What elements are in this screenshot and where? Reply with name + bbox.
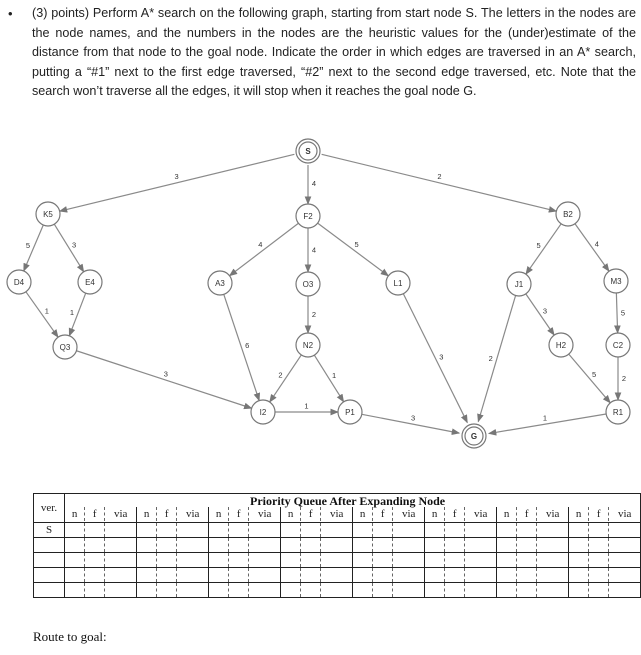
edge-S-B2: [322, 154, 557, 211]
queue-subcell[interactable]: [229, 538, 249, 552]
sub-header-f: f: [373, 507, 393, 521]
edge-weight-F2-A3: 4: [258, 240, 263, 250]
queue-cell: [353, 523, 425, 538]
sub-header-f: f: [445, 507, 465, 521]
edge-Q3-I2: [76, 351, 251, 409]
edge-weight-B2-M3: 4: [594, 239, 599, 249]
queue-subcell[interactable]: [65, 568, 85, 582]
sub-header-n: n: [353, 507, 373, 521]
node-D4: [7, 270, 31, 294]
queue-subcell[interactable]: [569, 538, 589, 552]
node-label-M3: M3: [610, 277, 622, 286]
node-label-P1: P1: [345, 408, 355, 417]
edge-B2-M3: [575, 224, 609, 271]
priority-queue-title: Priority Queue After Expanding Node: [250, 494, 446, 508]
sub-header-group: [353, 507, 425, 523]
node-label-Q3: Q3: [59, 343, 71, 352]
queue-subcell[interactable]: [353, 553, 373, 567]
queue-cell: [65, 538, 137, 553]
queue-cell: [569, 568, 641, 583]
queue-cell: [281, 568, 353, 583]
queue-subcell[interactable]: [497, 538, 517, 552]
queue-cell: [137, 553, 209, 568]
queue-subcell[interactable]: [353, 523, 373, 537]
node-N2: [296, 333, 320, 357]
node-F2: [296, 204, 320, 228]
queue-cell: [209, 538, 281, 553]
node-K5: [36, 202, 60, 226]
queue-subcell[interactable]: [497, 523, 517, 537]
queue-cell: [353, 583, 425, 598]
edge-weight-S-B2: 2: [437, 172, 442, 182]
sub-header-f: f: [157, 507, 177, 521]
edge-weight-D4-Q3: 1: [44, 306, 49, 316]
queue-subcell[interactable]: [373, 583, 393, 597]
queue-subcell[interactable]: [321, 553, 352, 567]
queue-subcell[interactable]: [249, 523, 280, 537]
edge-K5-E4: [54, 224, 83, 272]
queue-subcell[interactable]: [157, 523, 177, 537]
queue-subcell[interactable]: [465, 538, 496, 552]
node-H2: [549, 333, 573, 357]
queue-cell: [497, 583, 569, 598]
queue-subcell[interactable]: [609, 583, 640, 597]
queue-subcell[interactable]: [373, 538, 393, 552]
sub-header-group: [425, 507, 497, 523]
queue-subcell[interactable]: [249, 538, 280, 552]
edge-weight-F2-L1: 5: [354, 240, 359, 250]
queue-subcell[interactable]: [105, 568, 136, 582]
node-label-A3: A3: [215, 279, 225, 288]
sub-header-via: via: [401, 508, 416, 521]
queue-cell: [569, 583, 641, 598]
edge-weight-J1-G: 2: [488, 353, 493, 363]
queue-subcell[interactable]: [157, 568, 177, 582]
table-title-row: [34, 494, 641, 507]
queue-subcell[interactable]: [589, 568, 609, 582]
queue-subcell[interactable]: [425, 553, 445, 567]
queue-subcell[interactable]: [209, 553, 229, 567]
queue-subcell[interactable]: [65, 583, 85, 597]
edge-R1-G: [489, 414, 606, 434]
node-R1: [606, 400, 630, 424]
queue-subcell[interactable]: [445, 523, 465, 537]
queue-subcell[interactable]: [177, 538, 208, 552]
queue-cell: [425, 568, 497, 583]
queue-subcell[interactable]: [465, 568, 496, 582]
queue-cell: [209, 568, 281, 583]
node-label-D4: D4: [13, 278, 25, 287]
queue-subcell[interactable]: [373, 568, 393, 582]
queue-subcell[interactable]: [137, 538, 157, 552]
queue-subcell[interactable]: [589, 553, 609, 567]
node-J1: [507, 272, 531, 296]
edge-weight-R1-G: 1: [542, 413, 548, 423]
queue-subcell[interactable]: [569, 583, 589, 597]
queue-cell: [353, 568, 425, 583]
sub-header-n: n: [281, 507, 301, 521]
node-I2: [251, 400, 275, 424]
node-M3: [604, 269, 628, 293]
queue-subcell[interactable]: [445, 553, 465, 567]
queue-subcell[interactable]: [517, 583, 537, 597]
table-row: [34, 523, 641, 538]
edge-weight-A3-I2: 6: [245, 341, 250, 351]
queue-subcell[interactable]: [281, 538, 301, 552]
queue-subcell[interactable]: [209, 568, 229, 582]
queue-subcell[interactable]: [425, 583, 445, 597]
queue-subcell[interactable]: [517, 523, 537, 537]
queue-subcell[interactable]: [321, 568, 352, 582]
sub-header-group: [137, 507, 209, 523]
edge-weight-E4-Q3: 1: [69, 307, 74, 317]
queue-subcell[interactable]: [353, 583, 373, 597]
queue-cell: [497, 553, 569, 568]
queue-cell: [209, 583, 281, 598]
edge-weight-H2-R1: 5: [591, 370, 597, 380]
edge-S-K5: [60, 154, 295, 211]
sub-header-via: via: [113, 508, 128, 521]
sub-header-n: n: [137, 507, 157, 521]
ver-header: ver.: [34, 494, 65, 523]
queue-subcell[interactable]: [301, 568, 321, 582]
node-label-E4: E4: [85, 278, 95, 287]
queue-subcell[interactable]: [229, 583, 249, 597]
sub-header-f: f: [589, 507, 609, 521]
node-O3: [296, 272, 320, 296]
queue-subcell[interactable]: [65, 523, 85, 537]
edge-weight-S-K5: 3: [174, 172, 179, 182]
edge-weight-F2-O3: 4: [311, 245, 317, 255]
queue-cell: [425, 538, 497, 553]
queue-subcell[interactable]: [301, 553, 321, 567]
edge-F2-L1: [318, 223, 389, 276]
node-label-R1: R1: [612, 408, 624, 417]
queue-subcell[interactable]: [229, 568, 249, 582]
edge-weight-L1-G: 3: [439, 352, 444, 362]
sub-header-via: via: [257, 508, 272, 521]
queue-subcell[interactable]: [465, 523, 496, 537]
queue-subcell[interactable]: [537, 553, 568, 567]
queue-subcell[interactable]: [157, 538, 177, 552]
queue-subcell[interactable]: [569, 523, 589, 537]
queue-cell: [65, 523, 137, 538]
queue-subcell[interactable]: [301, 523, 321, 537]
edge-weight-K5-D4: 5: [25, 241, 31, 251]
queue-subcell[interactable]: [105, 523, 136, 537]
queue-subcell[interactable]: [321, 538, 352, 552]
queue-subcell[interactable]: [393, 553, 424, 567]
queue-subcell[interactable]: [249, 553, 280, 567]
queue-cell: [137, 583, 209, 598]
queue-cell: [281, 553, 353, 568]
queue-subcell[interactable]: [537, 523, 568, 537]
node-S: [296, 139, 320, 163]
queue-cell: [425, 523, 497, 538]
node-P1: [338, 400, 362, 424]
node-label-B2: B2: [563, 210, 573, 219]
node-label-C2: C2: [612, 341, 624, 350]
queue-cell: [209, 553, 281, 568]
queue-subcell[interactable]: [157, 553, 177, 567]
queue-subcell[interactable]: [85, 523, 105, 537]
priority-queue-table: [33, 493, 641, 598]
edge-weight-K5-E4: 3: [72, 240, 77, 250]
queue-cell: [353, 538, 425, 553]
queue-subcell[interactable]: [445, 583, 465, 597]
queue-cell: [65, 553, 137, 568]
queue-subcell[interactable]: [157, 583, 177, 597]
search-graph: [0, 132, 641, 462]
queue-subcell[interactable]: [465, 583, 496, 597]
queue-subcell[interactable]: [609, 568, 640, 582]
queue-subcell[interactable]: [105, 538, 136, 552]
queue-subcell[interactable]: [301, 538, 321, 552]
queue-cell: [497, 538, 569, 553]
table-row: [34, 583, 641, 598]
queue-subcell[interactable]: [137, 568, 157, 582]
queue-subcell[interactable]: [465, 553, 496, 567]
sub-header-f: f: [85, 507, 105, 521]
queue-subcell[interactable]: [177, 553, 208, 567]
sub-header-via: via: [329, 508, 344, 521]
queue-subcell[interactable]: [177, 583, 208, 597]
edge-weight-N2-I2: 2: [278, 370, 283, 380]
ver-cell: [34, 568, 65, 583]
queue-subcell[interactable]: [229, 553, 249, 567]
table-row: [34, 553, 641, 568]
queue-subcell[interactable]: [373, 523, 393, 537]
edge-B2-J1: [526, 224, 561, 274]
queue-subcell[interactable]: [497, 568, 517, 582]
sub-header-f: f: [229, 507, 249, 521]
sub-header-n: n: [425, 507, 445, 521]
queue-subcell[interactable]: [393, 538, 424, 552]
queue-subcell[interactable]: [85, 553, 105, 567]
edge-H2-R1: [569, 354, 610, 403]
queue-subcell[interactable]: [609, 538, 640, 552]
edge-N2-I2: [270, 355, 302, 402]
queue-subcell[interactable]: [445, 538, 465, 552]
edge-J1-H2: [526, 294, 554, 335]
queue-subcell[interactable]: [537, 538, 568, 552]
node-G: [462, 424, 486, 448]
queue-subcell[interactable]: [281, 523, 301, 537]
queue-subcell[interactable]: [445, 568, 465, 582]
queue-subcell[interactable]: [301, 583, 321, 597]
queue-subcell[interactable]: [105, 583, 136, 597]
queue-subcell[interactable]: [497, 583, 517, 597]
table-row: [34, 568, 641, 583]
sub-header-group: [281, 507, 353, 523]
queue-subcell[interactable]: [517, 568, 537, 582]
problem-statement: (3) points) Perform A* search on the following graph, starting from start node S. The letters in the nodes are the node names, and the numbers in the nodes are the heuristic values for the (under)estimate of the distance from that node to the goal node. Indicate the order in which edges are traversed in an A* search, putting a “#1” next to the first edge traversed, “#2” next to the second edge traversed, etc. Note that the search won’t traverse all the edges, it will stop when it reaches the goal node G.: [32, 6, 636, 99]
edge-weight-O3-N2: 2: [311, 310, 317, 319]
queue-cell: [65, 583, 137, 598]
queue-subcell[interactable]: [281, 553, 301, 567]
queue-subcell[interactable]: [209, 538, 229, 552]
queue-subcell[interactable]: [569, 568, 589, 582]
queue-subcell[interactable]: [589, 583, 609, 597]
node-label-G: G: [470, 432, 478, 441]
queue-subcell[interactable]: [281, 583, 301, 597]
queue-cell: [137, 523, 209, 538]
queue-subcell[interactable]: [609, 553, 640, 567]
node-C2: [606, 333, 630, 357]
edge-weight-N2-P1: 1: [331, 370, 337, 380]
route-to-goal-label: Route to goal:: [33, 629, 107, 644]
queue-subcell[interactable]: [177, 568, 208, 582]
queue-subcell[interactable]: [229, 523, 249, 537]
node-label-K5: K5: [43, 210, 53, 219]
edge-J1-G: [478, 296, 515, 422]
queue-cell: [137, 568, 209, 583]
edge-weight-Q3-I2: 3: [163, 369, 168, 379]
node-E4: [78, 270, 102, 294]
sub-header-group: [209, 507, 281, 523]
node-label-N2: N2: [302, 341, 314, 350]
queue-cell: [497, 568, 569, 583]
queue-subcell[interactable]: [249, 568, 280, 582]
queue-subcell[interactable]: [589, 538, 609, 552]
sub-header-group: [65, 507, 137, 523]
queue-subcell[interactable]: [137, 553, 157, 567]
queue-subcell[interactable]: [537, 583, 568, 597]
queue-subcell[interactable]: [85, 583, 105, 597]
queue-subcell[interactable]: [393, 523, 424, 537]
queue-cell: [569, 523, 641, 538]
queue-subcell[interactable]: [425, 568, 445, 582]
queue-subcell[interactable]: [537, 568, 568, 582]
edge-F2-A3: [230, 223, 299, 275]
sub-header-f: f: [301, 507, 321, 521]
edge-weight-B2-J1: 5: [536, 241, 541, 251]
queue-subcell[interactable]: [517, 553, 537, 567]
queue-cell: [137, 538, 209, 553]
edge-weight-S-F2: 4: [311, 179, 317, 188]
queue-subcell[interactable]: [85, 538, 105, 552]
bullet: •: [8, 6, 13, 21]
queue-subcell[interactable]: [177, 523, 208, 537]
sub-header-n: n: [497, 507, 517, 521]
queue-subcell[interactable]: [137, 583, 157, 597]
ver-cell: S: [34, 523, 65, 538]
sub-header-via: via: [473, 508, 488, 521]
queue-subcell[interactable]: [373, 553, 393, 567]
sub-header-f: f: [517, 507, 537, 521]
queue-subcell[interactable]: [65, 553, 85, 567]
queue-subcell[interactable]: [393, 583, 424, 597]
queue-cell: [497, 523, 569, 538]
queue-cell: [425, 583, 497, 598]
sub-header-group: [569, 507, 641, 523]
queue-cell: [281, 538, 353, 553]
queue-cell: [209, 523, 281, 538]
node-L1: [386, 271, 410, 295]
edge-weight-I2-P1: 1: [304, 401, 309, 411]
queue-subcell[interactable]: [609, 523, 640, 537]
queue-subcell[interactable]: [589, 523, 609, 537]
table-header-row: [34, 507, 641, 523]
ver-cell: [34, 553, 65, 568]
ver-cell: [34, 538, 65, 553]
queue-subcell[interactable]: [85, 568, 105, 582]
edge-M3-C2: [616, 293, 617, 333]
queue-subcell[interactable]: [425, 538, 445, 552]
node-label-O3: O3: [302, 280, 314, 289]
edge-weight-J1-H2: 3: [542, 306, 548, 316]
queue-cell: [569, 553, 641, 568]
queue-subcell[interactable]: [209, 583, 229, 597]
sub-header-group: [497, 507, 569, 523]
queue-cell: [569, 538, 641, 553]
queue-subcell[interactable]: [249, 583, 280, 597]
queue-subcell[interactable]: [65, 538, 85, 552]
queue-cell: [281, 583, 353, 598]
node-A3: [208, 271, 232, 295]
sub-header-n: n: [65, 507, 85, 521]
edge-N2-P1: [314, 355, 343, 402]
queue-subcell[interactable]: [281, 568, 301, 582]
queue-subcell[interactable]: [393, 568, 424, 582]
queue-subcell[interactable]: [569, 553, 589, 567]
queue-cell: [281, 523, 353, 538]
node-label-H2: H2: [555, 341, 567, 350]
queue-cell: [65, 568, 137, 583]
sub-header-via: via: [617, 508, 632, 521]
node-label-S: S: [305, 147, 311, 156]
queue-subcell[interactable]: [321, 523, 352, 537]
edge-D4-Q3: [26, 292, 58, 337]
node-Q3: [53, 335, 77, 359]
ver-cell: [34, 583, 65, 598]
node-label-L1: L1: [393, 279, 403, 288]
queue-subcell[interactable]: [353, 538, 373, 552]
node-label-J1: J1: [514, 280, 524, 289]
queue-subcell[interactable]: [517, 538, 537, 552]
sub-header-n: n: [569, 507, 589, 521]
sub-header-via: via: [185, 508, 200, 521]
queue-subcell[interactable]: [497, 553, 517, 567]
edge-weight-C2-R1: 2: [621, 374, 627, 383]
edge-weight-M3-C2: 5: [620, 308, 626, 318]
edge-weight-P1-G: 3: [411, 413, 416, 423]
queue-cell: [353, 553, 425, 568]
edge-L1-G: [403, 294, 467, 423]
queue-subcell[interactable]: [321, 583, 352, 597]
queue-cell: [425, 553, 497, 568]
title-cell: [65, 494, 641, 507]
queue-subcell[interactable]: [353, 568, 373, 582]
table-row: [34, 538, 641, 553]
node-B2: [556, 202, 580, 226]
edge-A3-I2: [224, 294, 259, 400]
queue-subcell[interactable]: [105, 553, 136, 567]
node-label-I2: I2: [259, 408, 267, 417]
sub-header-via: via: [545, 508, 560, 521]
queue-subcell[interactable]: [137, 523, 157, 537]
queue-subcell[interactable]: [425, 523, 445, 537]
sub-header-n: n: [209, 507, 229, 521]
node-label-F2: F2: [303, 212, 313, 221]
queue-subcell[interactable]: [209, 523, 229, 537]
